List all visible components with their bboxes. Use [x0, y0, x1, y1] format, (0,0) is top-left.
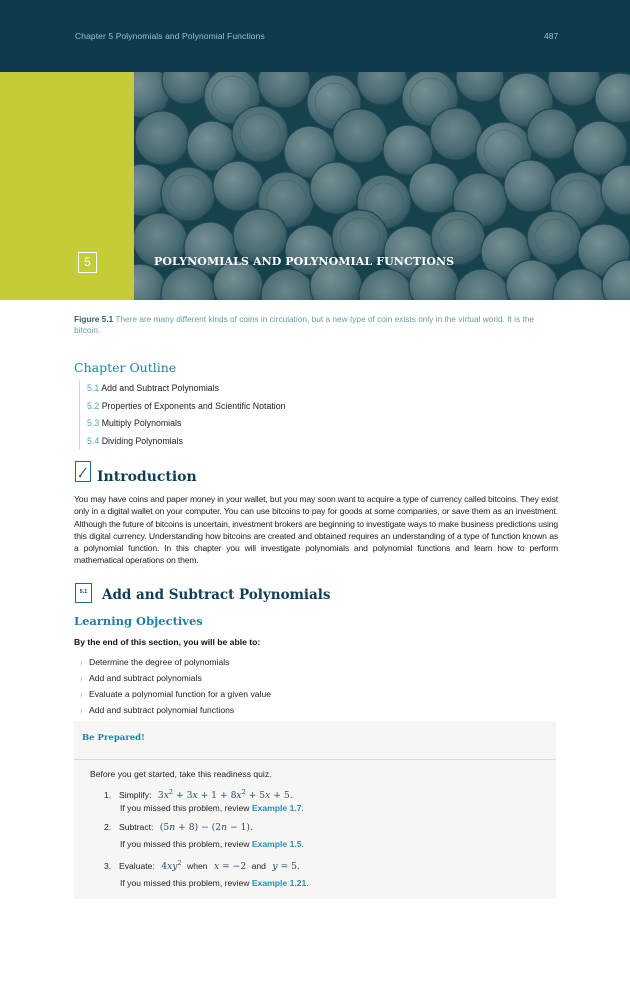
example-link[interactable]: Example 1.21	[251, 878, 307, 888]
math-expression: $4xy^2$	[161, 859, 182, 872]
math-expression: y = 5.	[272, 861, 300, 872]
outline-label: Properties of Exponents and Scientific Notation	[101, 400, 286, 411]
review-hint-1	[120, 803, 304, 813]
outline-item-5-3[interactable]	[87, 415, 286, 433]
outline-num: 5.2	[87, 400, 100, 411]
list-item	[80, 671, 271, 687]
outline-label: Dividing Polynomials	[101, 435, 183, 446]
outline-label: Multiply Polynomials	[101, 418, 182, 429]
outline-item-5-2[interactable]	[87, 398, 286, 416]
example-link[interactable]: Example 1.7	[251, 803, 302, 813]
chapter-outline-list	[79, 380, 286, 450]
running-header	[0, 0, 630, 72]
outline-num: 5.4	[87, 435, 100, 446]
figure-label: Figure 5.1	[74, 314, 114, 324]
chapter-outline-heading: Chapter Outline	[74, 360, 177, 375]
be-prepared-intro: Before you get started, take this readiness quiz.	[90, 769, 272, 779]
figure-caption	[74, 314, 544, 336]
chapter-number-badge: 5	[78, 252, 97, 273]
review-hint-3	[120, 878, 309, 888]
math-word: when	[187, 861, 208, 871]
bullet-icon: ›	[80, 692, 83, 699]
review-prefix: If you missed this problem, review	[120, 878, 250, 888]
pencil-icon	[75, 461, 91, 482]
punct: .	[301, 839, 304, 849]
objective-text: Add and subtract polynomials	[89, 673, 202, 683]
outline-num: 5.3	[87, 418, 100, 429]
be-prepared-title: Be Prepared!	[82, 733, 145, 743]
be-prepared-header	[74, 721, 556, 760]
review-prefix: If you missed this problem, review	[120, 803, 250, 813]
punct: .	[301, 803, 304, 813]
section-title: Add and Subtract Polynomials	[102, 587, 331, 603]
bullet-icon: ›	[80, 708, 83, 715]
objectives-list	[80, 655, 271, 719]
section-badge: 5.1	[75, 583, 92, 603]
question-verb: Simplify:	[119, 790, 152, 800]
review-prefix: If you missed this problem, review	[120, 839, 250, 849]
bullet-icon: ›	[80, 676, 83, 683]
outline-label: Add and Subtract Polynomials	[101, 383, 220, 393]
math-expression: (5n + 8) − (2n − 1).	[159, 822, 253, 833]
list-item	[80, 703, 271, 719]
objectives-intro: By the end of this section, you will be able to:	[74, 637, 261, 647]
quiz-question-1	[104, 788, 293, 801]
list-item	[80, 687, 271, 703]
outline-item-5-1[interactable]	[87, 380, 286, 398]
introduction-heading: Introduction	[97, 469, 197, 485]
page-number: 487	[544, 31, 559, 41]
outline-item-5-4[interactable]	[87, 433, 286, 451]
quiz-question-3	[104, 859, 300, 872]
math-expression: $3x^2 + 3x + 1 + 8x^2 + 5x + 5$.	[157, 788, 293, 801]
be-prepared-box	[74, 721, 556, 899]
chapter-title: POLYNOMIALS AND POLYNOMIAL FUNCTIONS	[154, 255, 455, 268]
objective-text: Add and subtract polynomial functions	[89, 705, 235, 715]
question-number: 1.	[104, 790, 112, 800]
example-link[interactable]: Example 1.5	[251, 839, 302, 849]
review-hint-2	[120, 839, 304, 849]
punct: .	[306, 878, 309, 888]
quiz-question-2	[104, 822, 253, 833]
list-item	[80, 655, 271, 671]
introduction-paragraph: You may have coins and paper money in your wallet, but you may soon want to acquire a type of currency called bitcoins. They exist only in a digital wallet on your computer. You can use bitcoins to pay for goods at some companies, or save them as an investment. Although the future of bitcoins is uncertain, investment brokers are beginning to investigate ways to make business predictions using this digital currency. Understanding how bitcoins are created and obtained requires an understanding of a type of function known as a polynomial function. In this chapter you will investigate polynomials and polynomial functions and learn how to perform mathematical operations on them.	[74, 494, 558, 566]
chapter-hero	[0, 72, 630, 300]
question-verb: Subtract:	[119, 822, 154, 832]
bullet-icon: ›	[80, 660, 83, 667]
question-verb: Evaluate:	[119, 861, 155, 871]
math-word: and	[251, 861, 266, 871]
question-number: 3.	[104, 861, 112, 871]
learning-objectives-heading: Learning Objectives	[74, 614, 203, 628]
math-expression: x = −2	[213, 861, 247, 872]
outline-num: 5.1	[87, 383, 100, 393]
question-number: 2.	[104, 822, 112, 832]
running-chapter-title: Chapter 5 Polynomials and Polynomial Functions	[75, 31, 265, 41]
objective-text: Determine the degree of polynomials	[89, 657, 230, 667]
figure-caption-text: There are many different kinds of coins in circulation, but a new type of coin exists only in the virtual world. It is the bitcoin.	[74, 314, 534, 335]
objective-text: Evaluate a polynomial function for a given value	[89, 689, 272, 699]
